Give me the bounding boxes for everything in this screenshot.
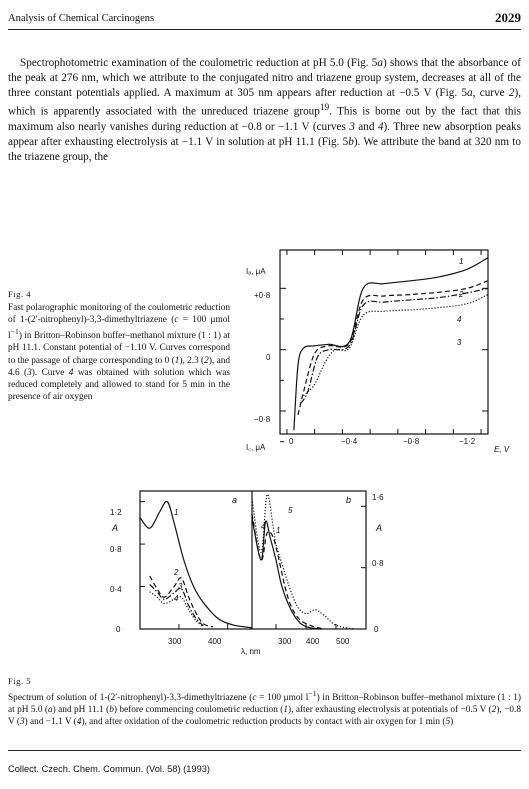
- footer-rule: [8, 750, 521, 751]
- caption-italic: 4: [68, 367, 74, 378]
- fig4-y-tick-neg: −0·8: [254, 415, 271, 424]
- fig4-curve-label-2: 2: [459, 290, 464, 299]
- fig5-y-tick-12: 1·2: [110, 508, 122, 517]
- fig4-x-label: E, V: [494, 445, 510, 454]
- caption-run: ), and 4.6 (: [8, 355, 230, 378]
- caption-run: ) and pH 11.1 (: [52, 705, 110, 716]
- fig4-label: Fig. 4: [8, 289, 32, 299]
- fig5-y-label-left: A: [112, 523, 119, 533]
- fig4-curve-label-3: 3: [457, 338, 462, 347]
- body-text-run: and: [354, 121, 378, 134]
- fig4-y-tick-zero: 0: [266, 353, 271, 362]
- fig4-x-tick-08: −0·8: [403, 437, 420, 446]
- fig4-x-tick-12: −1·2: [459, 437, 476, 446]
- fig5b-curve-5: [252, 494, 354, 629]
- caption-italic: c: [174, 315, 179, 326]
- fig5-x-tick-a400: 400: [208, 637, 222, 646]
- caption-run: Fast polarographic monitoring of the coulometric reduction of 1-(2′-nitrophenyl)-3,3-dimethyltriazene (: [8, 303, 230, 326]
- caption-italic: 5: [445, 717, 451, 728]
- caption-sup: −1: [308, 689, 317, 699]
- fig5-spectra: [108, 477, 406, 657]
- body-text-italic: 2: [508, 87, 515, 100]
- fig5-panel-b-label: b: [346, 495, 352, 505]
- fig5-y-tick-0: 0: [116, 625, 121, 634]
- fig5b-curve-label-1: 1: [276, 526, 281, 535]
- fig5-y-tick-08: 0·8: [110, 545, 122, 554]
- body-text-italic: 3: [349, 121, 355, 134]
- fig5-y-tick-16: 1·6: [372, 493, 384, 502]
- body-text-run: ). Three new absorption peaks appear after exhausting electrolysis at −1.1 V in solution at pH 11.1 (Fig. 5: [8, 121, 522, 149]
- fig4-y-label-bottom: I꜀, μA: [246, 443, 266, 452]
- body-text-italic: b: [348, 136, 354, 149]
- fig5a-curve-label-1: 1: [174, 508, 179, 517]
- caption-run: = 100 μmol l: [256, 693, 309, 704]
- body-text-run: Spectrophotometric examination of the coulometric reduction at pH 5.0 (Fig. 5: [20, 57, 378, 69]
- caption-italic: a: [48, 705, 53, 716]
- fig5-y-tick-04: 0·4: [110, 585, 122, 594]
- fig5-label: Fig. 5: [8, 676, 32, 686]
- caption-run: ) in Britton–Robinson buffer–methanol mixture (1 : 1) at pH 11.1. Constant potential of −1.10 V. Curves correspond to the passage of charge corresponding to 0 (: [8, 331, 230, 366]
- caption-run: ) in Britton–Robinson buffer–methanol mixture (1 : 1) at pH 5.0 (: [8, 693, 522, 716]
- caption-italic: 2: [491, 705, 497, 716]
- body-paragraph: [8, 56, 521, 165]
- body-text-run: ). We attribute the band at 320 nm to the triazene group, the: [8, 136, 521, 164]
- caption-italic: 4: [76, 717, 82, 728]
- body-text-run: ) shows that the absorbance of the peak at 276 nm, which we attribute to the conjugated nitro and triazene group system, decreases at all of the three constant potentials applied. A maximum at 305 nm appears after reduction at −0.5 V (Fig. 5: [8, 57, 521, 100]
- caption-italic: 3: [19, 717, 25, 728]
- caption-run: was obtained with solution which was reduced completely and allowed to stand for 5 min in the presence of air oxygen: [8, 367, 230, 402]
- caption-run: ), 2.3 (: [179, 355, 205, 366]
- fig5-x-tick-a300: 300: [168, 637, 182, 646]
- caption-run: = 100 μmol l: [8, 315, 230, 342]
- fig5a-curve-label-3: 3: [178, 582, 183, 591]
- fig5a-curve-label-4: 4: [174, 594, 179, 603]
- fig5-x-label: λ, nm: [241, 647, 261, 656]
- caption-italic: 2: [204, 355, 209, 366]
- caption-italic: 1: [174, 355, 180, 366]
- caption-italic: b: [109, 705, 114, 716]
- body-text-run: . This is borne out by the fact that this maximum also nearly vanishes during reduction at −0.8 or −1.1 V (curves: [8, 106, 521, 134]
- body-text-run: ), which is apparently associated with the unreduced triazene group: [8, 87, 521, 119]
- body-text-italic: a: [467, 87, 473, 100]
- fig5-y-label-right: A: [376, 523, 383, 533]
- caption-run: Spectrum of solution of 1-(2′-nitrophenyl)-3,3-dimethyltriazene (: [8, 693, 253, 704]
- body-text-run: , curve: [472, 87, 509, 100]
- body-text-italic: a: [377, 57, 383, 69]
- fig5b-curve-4: [252, 514, 324, 629]
- fig5b-curve-label-5: 5: [288, 506, 293, 515]
- fig5a-curve-1: [140, 501, 252, 628]
- caption-run: ), and after oxidation of the coulometric reduction products by contact with air oxygen for 1 min (: [81, 717, 446, 728]
- caption-run: ): [450, 717, 454, 728]
- caption-run: ) and −1.1 V (: [24, 717, 77, 728]
- page-number: 2029: [495, 10, 521, 25]
- caption-run: ), −0.8 V (: [8, 705, 522, 728]
- header-rule: [8, 29, 521, 30]
- reference-superscript: 19: [319, 103, 330, 114]
- fig5-caption: [8, 675, 521, 728]
- caption-italic: 1: [283, 705, 288, 716]
- fig4-x-tick-0: 0: [289, 437, 294, 446]
- caption-run: ). Curve: [31, 367, 69, 378]
- body-text-italic: 4: [377, 121, 384, 134]
- fig4-curve-label-4: 4: [457, 315, 462, 324]
- fig4-polarogram: [240, 242, 522, 457]
- fig5b-curve-label-4: 4: [261, 522, 266, 531]
- fig4-curve-2: [298, 281, 488, 415]
- caption-italic: c: [252, 693, 257, 704]
- caption-sup: −1: [10, 327, 19, 337]
- fig5-panel-a-label: a: [232, 495, 238, 505]
- fig5a-curve-label-2: 2: [174, 568, 179, 577]
- caption-italic: 3: [27, 367, 32, 378]
- fig4-y-label-top: Iₐ, μA: [246, 267, 266, 276]
- journal-footer: Collect. Czech. Chem. Commun. (Vol. 58) (1993): [8, 764, 211, 774]
- fig5-x-tick-b400: 400: [306, 637, 320, 646]
- fig5-curves: [140, 494, 354, 629]
- fig5-y-tick-0r: 0: [374, 625, 379, 634]
- fig4-curve-label-1: 1: [459, 257, 464, 266]
- caption-run: ) before commencing coulometric reduction (: [113, 705, 284, 716]
- fig4-caption: [8, 288, 230, 403]
- fig5-x-tick-b300: 300: [278, 637, 292, 646]
- caption-run: ), after exhausting electrolysis at potentials of −0.5 V (: [288, 705, 492, 716]
- fig5-y-tick-08r: 0·8: [372, 559, 384, 568]
- fig4-y-tick-pos: +0·8: [254, 291, 271, 300]
- running-title: Analysis of Chemical Carcinogens: [8, 13, 155, 24]
- fig5-x-tick-b500: 500: [336, 637, 350, 646]
- fig4-x-tick-04: −0·4: [341, 437, 358, 446]
